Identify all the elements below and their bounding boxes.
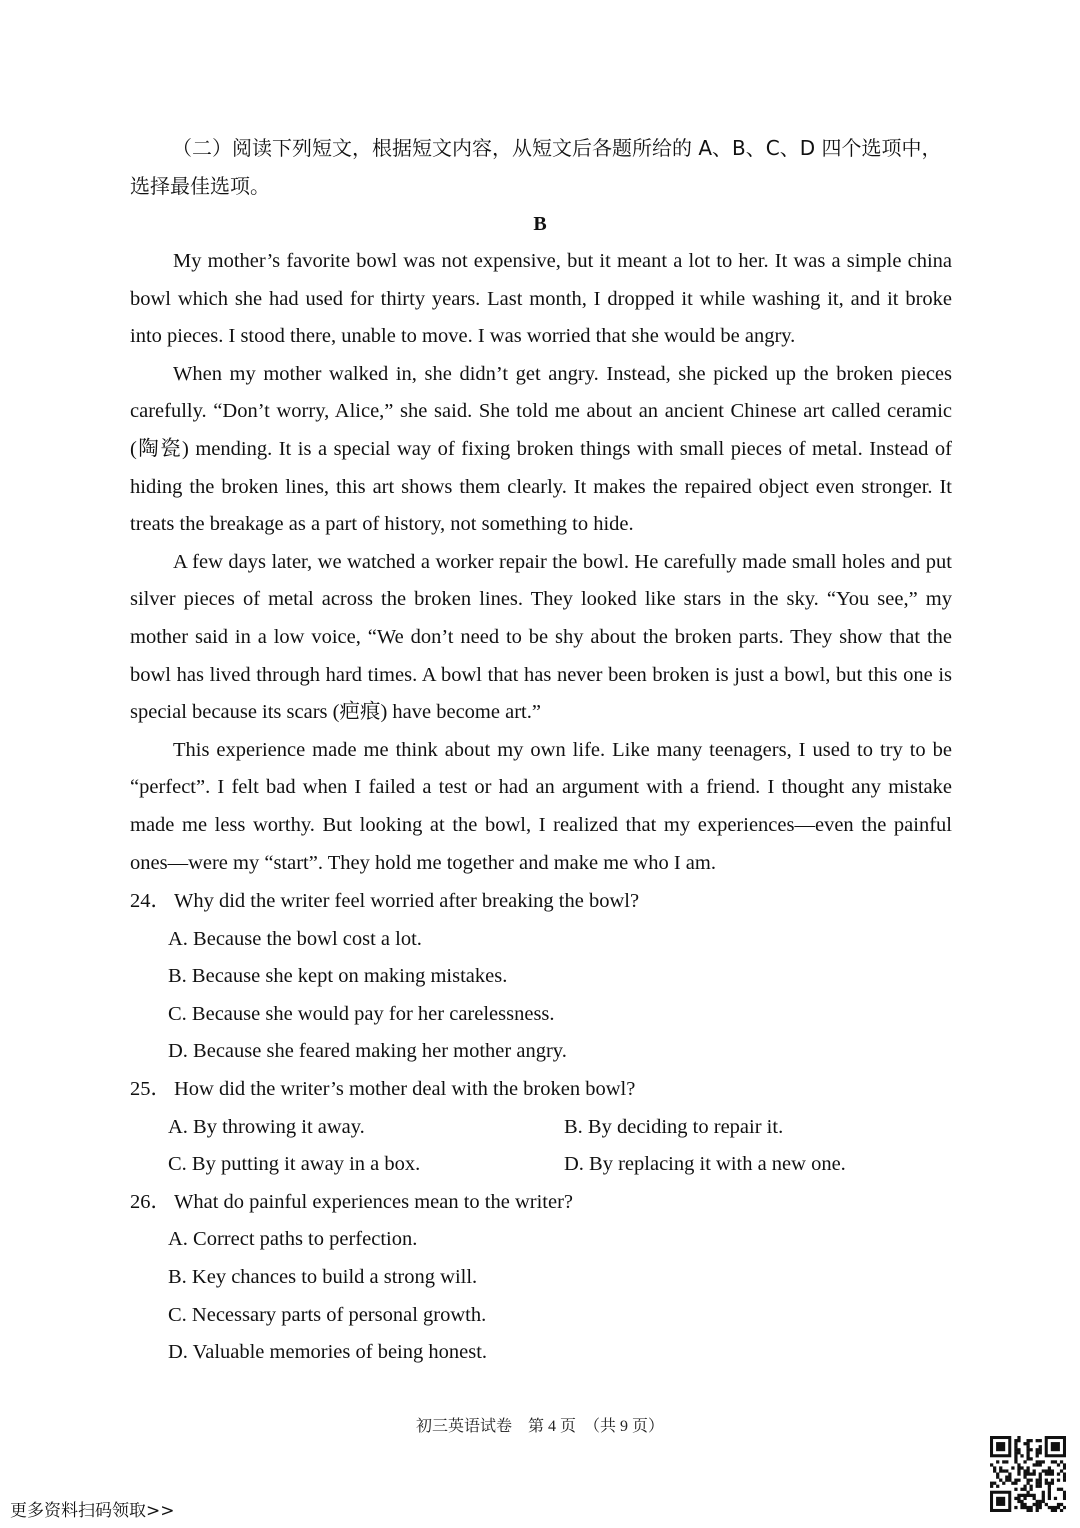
option-c: C. Because she would pay for her carelessness.: [168, 1002, 555, 1025]
option-a: A. By throwing it away.: [168, 1115, 365, 1138]
question-number: 26．: [130, 1190, 171, 1213]
question-stem: What do painful experiences mean to the writer?: [174, 1190, 574, 1213]
passage-paragraph-4: This experience made me think about my own life. Like many teenagers, I used to try to be “perfect”. I felt bad when I failed a test or had an argument with a friend. I thought any mistake made me less worthy. But looking at the bowl, I realized that my experiences—even the painful ones—were my “start”. They hold me together and make me who I am.: [130, 738, 952, 874]
option-b: B. By deciding to repair it.: [564, 1115, 784, 1138]
promo-note[interactable]: 更多资料扫码领取>>: [10, 1501, 175, 1521]
page-footer: 初三英语试卷 第 4 页 （共 9 页）: [415, 1418, 664, 1435]
option-d: D. Because she feared making her mother angry.: [168, 1040, 567, 1063]
instruction-line-2: 选择最佳选项。: [130, 174, 270, 198]
option-c: C. By putting it away in a box.: [168, 1153, 421, 1176]
option-d: D. By replacing it with a new one.: [564, 1153, 846, 1176]
option-b: B. Because she kept on making mistakes.: [168, 965, 508, 988]
option-b: B. Key chances to build a strong will.: [168, 1265, 478, 1288]
question-stem: How did the writer’s mother deal with the broken bowl?: [174, 1077, 636, 1100]
option-a: A. Because the bowl cost a lot.: [168, 927, 422, 950]
option-c: C. Necessary parts of personal growth.: [168, 1303, 487, 1326]
question-26: [130, 1184, 960, 1372]
reading-passage: [130, 243, 952, 882]
question-number: 25．: [130, 1077, 171, 1100]
question-24: [130, 883, 960, 1071]
instruction-line-1: （二）阅读下列短文，根据短文内容，从短文后各题所给的 A、B、C、D 四个选项中，: [172, 136, 942, 160]
passage-paragraph-1: My mother’s favorite bowl was not expensive, but it meant a lot to her. It was a simple china bowl which she had used for thirty years. Last month, I dropped it while washing it, and it broke into pieces. I stood there, unable to move. I was worried that she would be angry.: [130, 250, 952, 348]
passage-paragraph-3: A few days later, we watched a worker repair the bowl. He carefully made small holes and put silver pieces of metal across the broken lines. They looked like stars in the sky. “You see,” my mother said in a low voice, “We don’t need to be shy about the broken parts. They show that the bowl has lived through hard times. A bowl that has never been broken is just a bowl, but this one is special because its scars (疤痕) have become art.”: [130, 550, 952, 724]
question-number: 24．: [130, 890, 171, 912]
option-d: D. Valuable memories of being honest.: [168, 1341, 488, 1364]
qr-code-graphic: [990, 1436, 1066, 1512]
section-title: B: [533, 213, 547, 235]
question-25: [130, 1071, 960, 1184]
passage-paragraph-2: When my mother walked in, she didn’t get angry. Instead, she picked up the broken pieces carefully. “Don’t worry, Alice,” she said. She told me about an ancient Chinese art called ceramic (陶瓷) mending. It is a special way of fixing broken things with small pieces of metal. Instead of hiding the broken lines, this art shows them clearly. It makes the repaired object even stronger. It treats the breakage as a part of history, not something to hide.: [130, 362, 952, 536]
question-stem: Why did the writer feel worried after breaking the bowl?: [174, 890, 640, 912]
option-a: A. Correct paths to perfection.: [168, 1228, 418, 1251]
question-list: [130, 883, 960, 1372]
qr-code-icon[interactable]: [990, 1436, 1066, 1512]
